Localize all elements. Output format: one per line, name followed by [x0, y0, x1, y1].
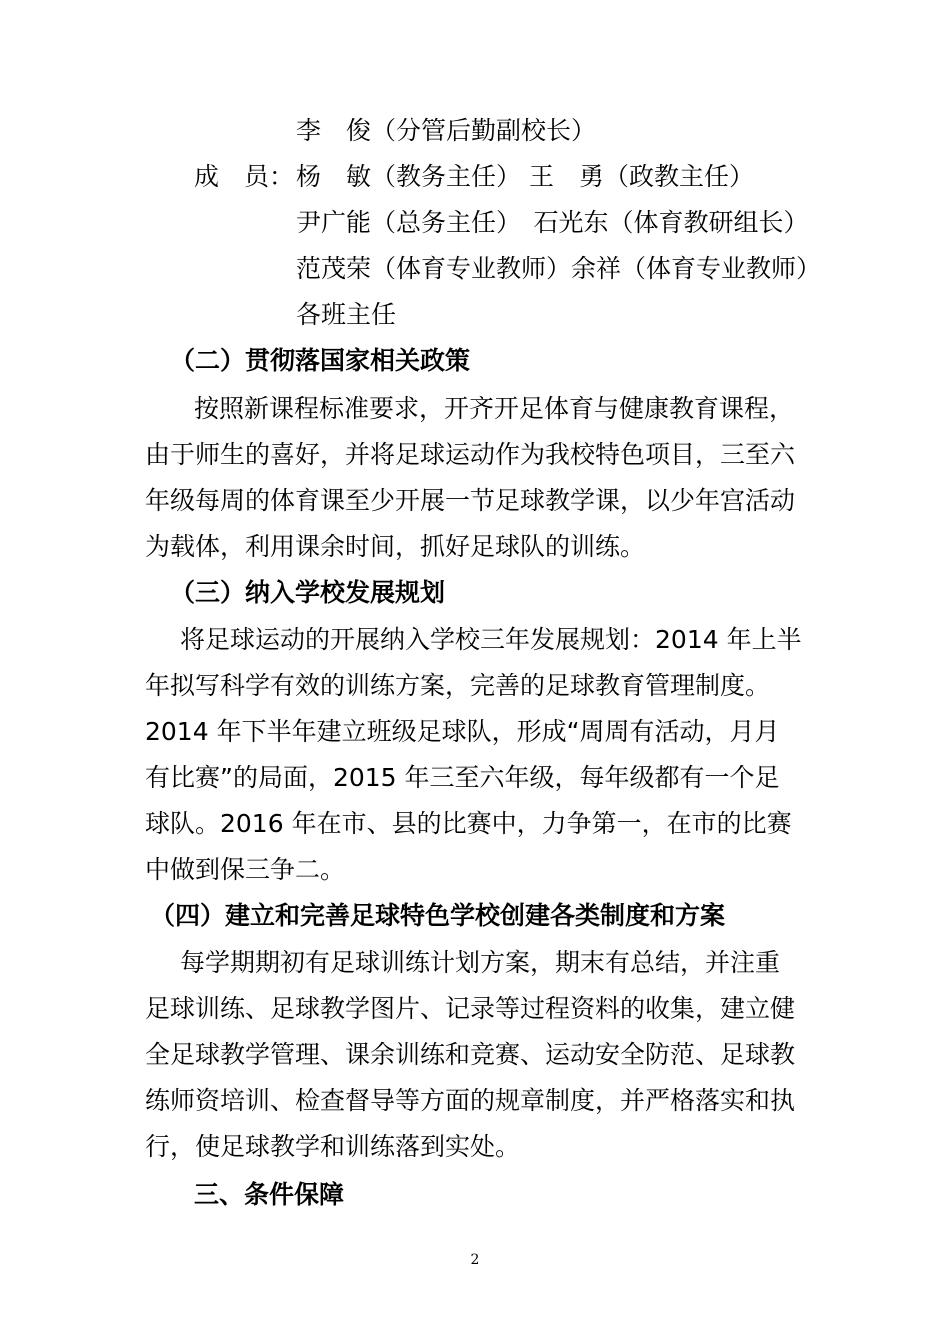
paragraph-line: 全足球教学管理、课余训练和竞赛、运动安全防范、足球教	[145, 1040, 796, 1069]
member-line: 李 俊（分管后勤副校长）	[296, 116, 597, 145]
paragraph-line: 有比赛”的局面，2015 年三至六年级，每年级都有一个足	[145, 763, 780, 792]
member-line: 杨 敏（教务主任） 王 勇（政教主任）	[296, 162, 754, 191]
member-line: 各班主任	[296, 300, 397, 329]
paragraph-line: 中做到保三争二。	[145, 855, 346, 884]
section-heading: （三）纳入学校发展规划	[170, 578, 446, 607]
member-line: 范茂荣（体育专业教师）余祥（体育专业教师）	[296, 254, 822, 283]
paragraph-line: 行，使足球教学和训练落到实处。	[145, 1132, 521, 1161]
paragraph-line: 将足球运动的开展纳入学校三年发展规划：2014 年上半	[180, 625, 802, 654]
paragraph-line: 2014 年下半年建立班级足球队，形成“周周有活动，月月	[145, 717, 780, 746]
paragraph-line: 球队。2016 年在市、县的比赛中，力争第一，在市的比赛	[145, 809, 792, 838]
members-label: 成 员：	[194, 162, 295, 191]
paragraph-line: 每学期期初有足球训练计划方案，期末有总结，并注重	[180, 948, 781, 977]
paragraph-line: 年级每周的体育课至少开展一节足球教学课，以少年宫活动	[145, 486, 796, 515]
section-heading: 三、条件保障	[194, 1180, 345, 1209]
paragraph-line: 练师资培训、检查督导等方面的规章制度，并严格落实和执	[145, 1086, 796, 1115]
paragraph-line: 由于师生的喜好，并将足球运动作为我校特色项目，三至六	[145, 440, 796, 469]
paragraph-line: 年拟写科学有效的训练方案，完善的足球教育管理制度。	[145, 671, 771, 700]
section-heading: （四）建立和完善足球特色学校创建各类制度和方案	[150, 901, 726, 930]
paragraph-line: 足球训练、足球教学图片、记录等过程资料的收集，建立健	[145, 994, 796, 1023]
section-heading: （二）贯彻落国家相关政策	[170, 346, 471, 375]
paragraph-line: 为载体，利用课余时间，抓好足球队的训练。	[145, 532, 646, 561]
member-line: 尹广能（总务主任） 石光东（体育教研组长）	[296, 208, 809, 237]
paragraph-line: 按照新课程标准要求，开齐开足体育与健康教育课程，	[194, 394, 795, 423]
page-number: 2	[470, 1252, 480, 1268]
